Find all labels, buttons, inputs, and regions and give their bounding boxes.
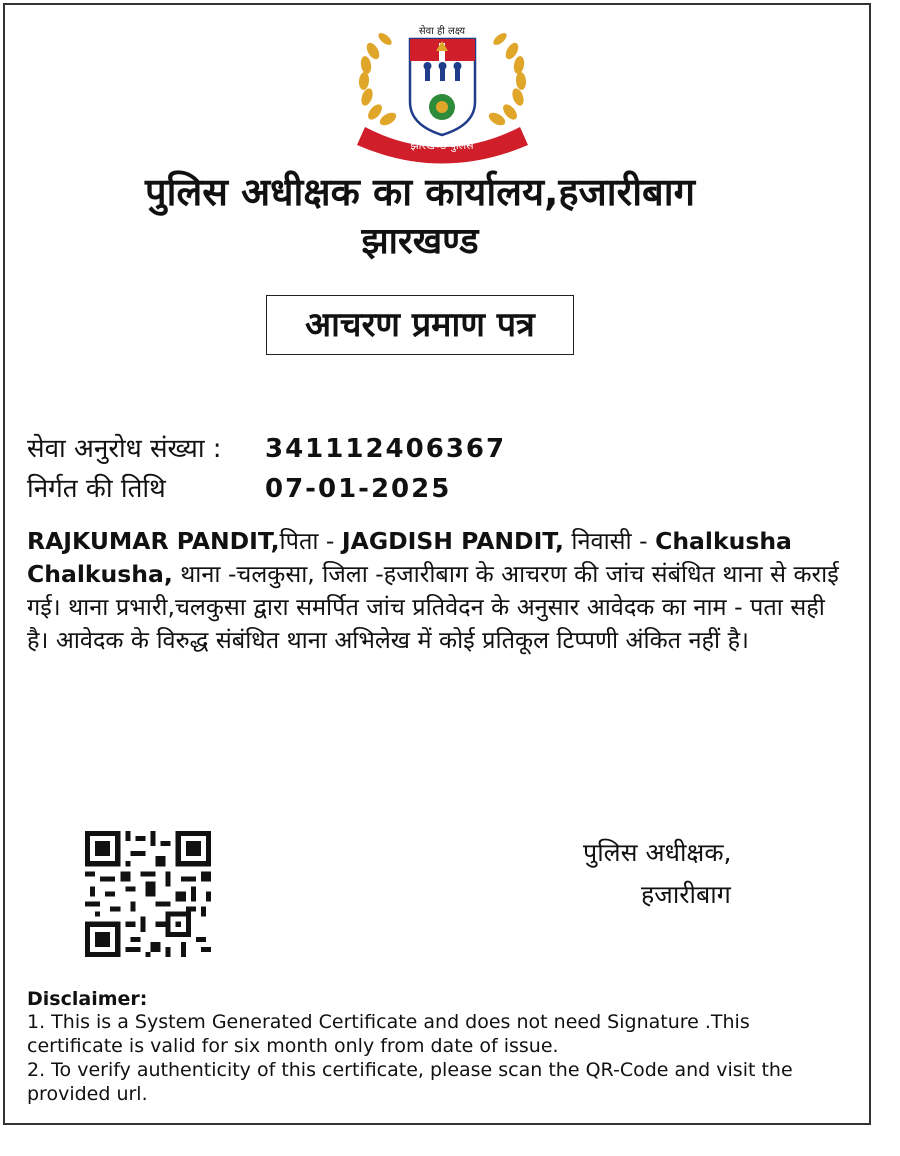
svg-text:झारखण्ड पुलिस: झारखण्ड पुलिस [410, 139, 474, 152]
residence-value: Chalkusha Chalkusha, [27, 527, 792, 588]
service-request-label: सेवा अनुरोध संख्या : [27, 434, 222, 464]
jharkhand-police-emblem [330, 17, 555, 167]
office-heading: पुलिस अधीक्षक का कार्यालय,हजारीबाग [145, 170, 695, 214]
issue-date-label: निर्गत की तिथि [27, 474, 166, 504]
svg-text:सेवा ही लक्ष्य: सेवा ही लक्ष्य [418, 26, 466, 37]
issue-date-row [27, 469, 451, 505]
father-label: पिता - [279, 527, 342, 555]
issue-date-value: 07-01-2025 [265, 474, 452, 504]
service-request-row [27, 429, 506, 465]
body-text: थाना -चलकुसा, जिला -हजारीबाग के आचरण की जांच संबंधित थाना से कराई गई। थाना प्रभारी,चलकुसा द्वारा समर्पित जांच प्रतिवेदन के अनुसार आवेदक का नाम - पता सही है। आवेदक के विरुद्ध संबंधित थाना अभिलेख में कोई प्रतिकूल टिप्पणी अंकित नहीं है। [27, 560, 839, 654]
disclaimer-point-1: 1. This is a System Generated Certificate and does not need Signature .This certificate is valid for six month only from date of issue. [27, 1011, 750, 1057]
certificate-body [27, 525, 847, 657]
residence-label: निवासी - [563, 527, 656, 555]
signatory-place: हजारीबाग [641, 880, 731, 909]
father-name: JAGDISH PANDIT, [341, 527, 564, 555]
disclaimer-heading: Disclaimer: [27, 988, 148, 1010]
verification-qr-code[interactable] [85, 831, 211, 957]
applicant-name: RAJKUMAR PANDIT, [27, 527, 280, 555]
disclaimer-point-2: 2. To verify authenticity of this certificate, please scan the QR-Code and visit the provided url. [27, 1059, 793, 1105]
certificate-title: आचरण प्रमाण पत्र [266, 295, 574, 355]
signatory-designation: पुलिस अधीक्षक, [583, 838, 732, 867]
state-heading: झारखण्ड [361, 221, 479, 262]
certificate-page [3, 3, 871, 1125]
service-request-number: 341112406367 [265, 434, 507, 464]
